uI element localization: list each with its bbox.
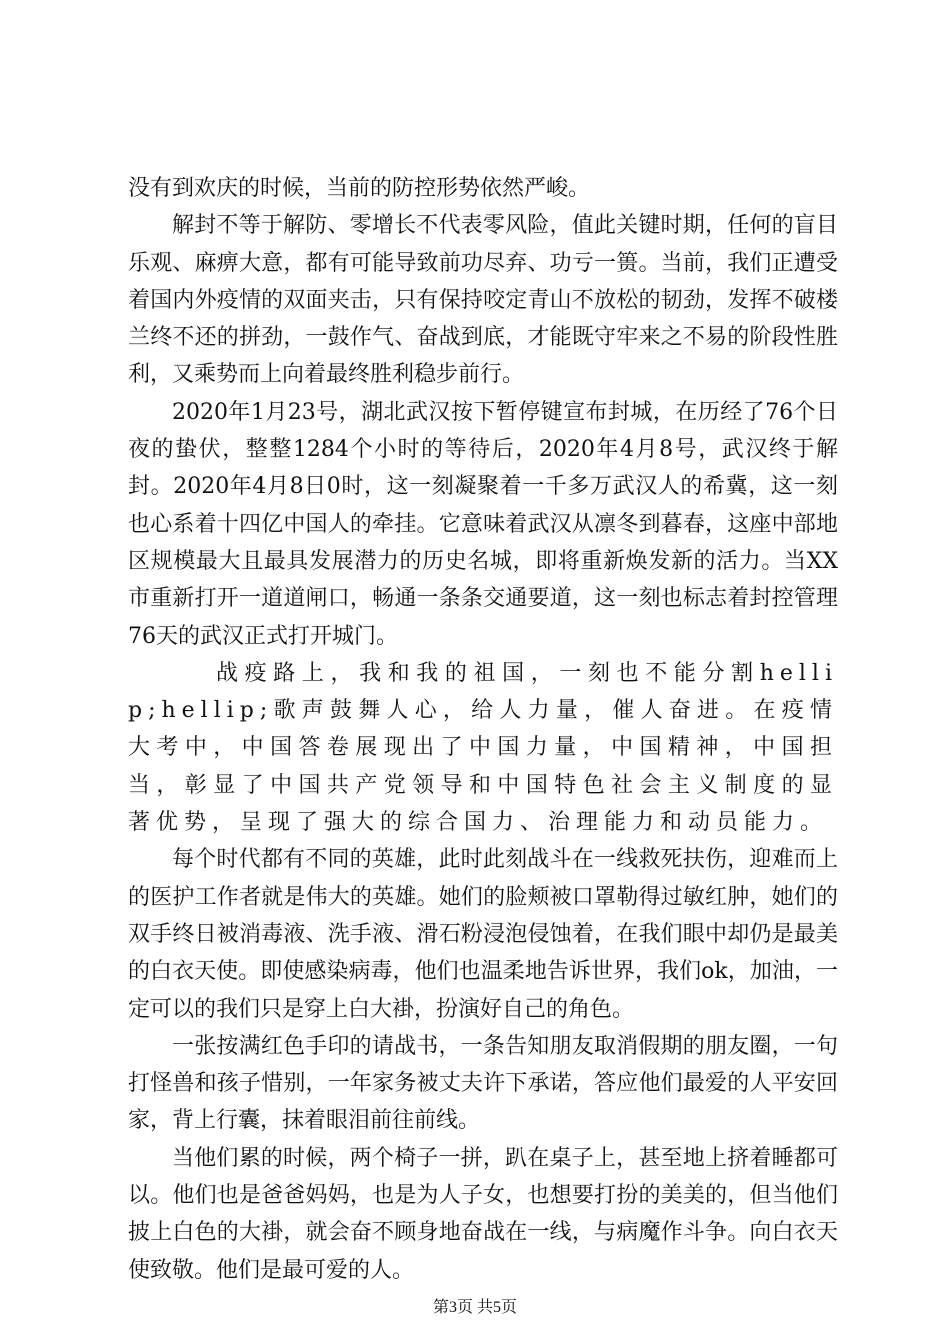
page-number-footer: 第3页 共5页	[432, 1299, 517, 1316]
paragraph-continuation: 没有到欢庆的时候，当前的防控形势依然严峻。	[128, 176, 591, 201]
paragraph-unlock-not-safe: 解封不等于解防、零增长不代表零风险，值此关键时期，任何的盲目乐观、麻痹大意，都有可能导致前功尽弃、功亏一篑。当前，我们正遭受着国内外疫情的双面夹击，只有保持咬定青山不放松的韧劲，发挥不破楼兰终不还的拼劲，一鼓作气、奋战到底，才能既守牢来之不易的阶段性胜利，又乘势而上向着最终胜利稳步前行。	[128, 213, 838, 388]
paragraph-when-tired: 当他们累的时候，两个椅子一拼，趴在桌子上，甚至地上挤着睡都可以。他们也是爸爸妈妈，也是为人子女，也想要打扮的美美的，但当他们披上白色的大褂，就会奋不顾身地奋战在一线，与病魔作斗争。向白衣天使致敬。他们是最可爱的人。	[128, 1145, 838, 1283]
paragraph-me-and-my-motherland: 战疫路上，我和我的祖国，一刻也不能分割hellip;hellip;歌声鼓舞人心，给人力量，催人奋进。在疫情大考中，中国答卷展现出了中国力量，中国精神，中国担当，彰显了中国共产党领导和中国特色社会主义制度的显著优势，呈现了强大的综合国力、治理能力和动员能力。	[128, 660, 838, 836]
document-body	[128, 170, 838, 1289]
paragraph-battle-petition: 一张按满红色手印的请战书，一条告知朋友取消假期的朋友圈，一句打怪兽和孩子惜别，一年家务被丈夫许下承诺，答应他们最爱的人平安回家，背上行囊，抹着眼泪前往前线。	[128, 1033, 838, 1134]
paragraph-heroes-of-era: 每个时代都有不同的英雄，此时此刻战斗在一线救死扶伤，迎难而上的医护工作者就是伟大的英雄。她们的脸颊被口罩勒得过敏红肿，她们的双手终日被消毒液、洗手液、滑石粉浸泡侵蚀着，在我们眼中却仍是最美的白衣天使。即使感染病毒，他们也温柔地告诉世界，我们ok，加油，一定可以的我们只是穿上白大褂，扮演好自己的角色。	[128, 847, 838, 1022]
paragraph-wuhan-lockdown: 2020年1月23号，湖北武汉按下暂停键宣布封城，在历经了76个日夜的蛰伏，整整1284个小时的等待后，2020年4月8号，武汉终于解封。2020年4月8日0时，这一刻凝聚着一千多万武汉人的希冀，这一刻也心系着十四亿中国人的牵挂。它意味着武汉从凛冬到暮春，这座中部地区规模最大且最具发展潜力的历史名城，即将重新焕发新的活力。当XX市重新打开一道道闸口，畅通一条条交通要道，这一刻也标志着封控管理76天的武汉正式打开城门。	[128, 399, 838, 649]
